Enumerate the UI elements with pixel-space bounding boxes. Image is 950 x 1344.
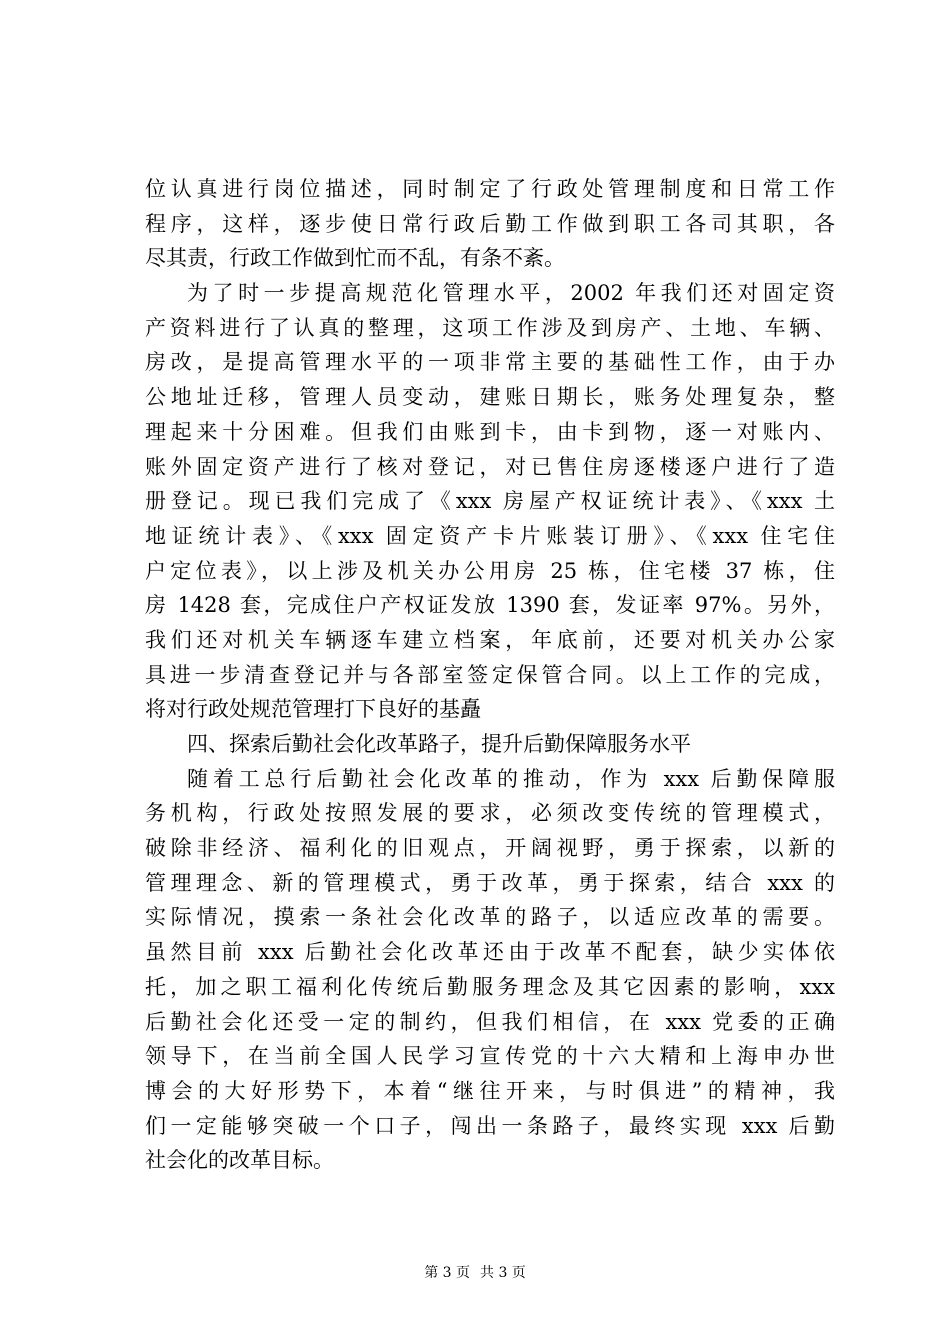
text-line: 后勤社会化还受一定的制约，但我们相信，在 xxx 党委的正确 [145,1009,835,1034]
text-line: 册登记。现已我们完成了《xxx 房屋产权证统计表》、《xxx 土 [145,489,835,514]
text-line: 房 1428 套，完成住户产权证发放 1390 套，发证率 97%。另外， [145,593,835,618]
text-line: 博会的大好形势下，本着“继往开来，与时俱进”的精神，我 [145,1078,835,1103]
text-line: 房改，是提高管理水平的一项非常主要的基础性工作，由于办 [145,350,835,375]
text-line: 理起来十分困难。但我们由账到卡，由卡到物，逐一对账内、 [145,419,835,444]
text-line: 领导下，在当前全国人民学习宣传党的十六大精和上海申办世 [145,1044,835,1069]
text-line: 随着工总行后勤社会化改革的推动，作为 xxx 后勤保障服 [187,766,835,791]
text-line: 位认真进行岗位描述，同时制定了行政处管理制度和日常工作 [145,177,835,201]
text-line: 破除非经济、福利化的旧观点，开阔视野，勇于探索，以新的 [145,836,835,861]
text-line: 将对行政处规范管理打下良好的基矗 [145,697,481,722]
page-total: 共 3 页 [480,1265,526,1281]
document-body [145,172,835,1178]
paragraph [145,276,835,727]
text-line: 户定位表》，以上涉及机关办公用房 25 栋，住宅楼 37 栋，住 [145,558,835,583]
page-number: 第 3 页 [424,1265,470,1281]
text-line: 地证统计表》、《xxx 固定资产卡片账装订册》、《xxx 住宅住 [145,523,835,548]
paragraph [145,762,835,1178]
text-line: 四、探索后勤社会化改革路子，提升后勤保障服务水平 [187,732,691,756]
text-line: 产资料进行了认真的整理，这项工作涉及到房产、土地、车辆、 [145,315,835,340]
paragraph [145,172,835,276]
text-line: 我们还对机关车辆逐车建立档案，年底前，还要对机关办公家 [145,627,835,652]
page-footer [0,1263,950,1283]
text-line: 为了时一步提高规范化管理水平，2002 年我们还对固定资 [187,281,835,306]
text-line: 账外固定资产进行了核对登记，对已售住房逐楼逐户进行了造 [145,454,835,479]
text-line: 尽其责，行政工作做到忙而不乱，有条不紊。 [145,246,565,271]
text-line: 实际情况，摸索一条社会化改革的路子，以适应改革的需要。 [145,905,835,930]
text-line: 具进一步清查登记并与各部室签定保管合同。以上工作的完成， [145,662,835,687]
text-line: 管理理念、新的管理模式，勇于改革，勇于探索，结合 xxx 的 [145,870,835,895]
text-line: 务机构，行政处按照发展的要求，必须改变传统的管理模式， [145,801,835,826]
text-line: 虽然目前 xxx 后勤社会化改革还由于改革不配套，缺少实体依 [145,940,835,965]
paragraph [145,727,835,762]
text-line: 公地址迁移，管理人员变动，建账日期长，账务处理复杂，整 [145,385,835,410]
text-line: 托，加之职工福利化传统后勤服务理念及其它因素的影响，xxx [145,974,835,999]
text-line: 程序，这样，逐步使日常行政后勤工作做到职工各司其职，各 [145,211,835,236]
text-line: 们一定能够突破一个口子，闯出一条路子，最终实现 xxx 后勤 [145,1113,835,1138]
text-line: 社会化的改革目标。 [145,1148,334,1173]
